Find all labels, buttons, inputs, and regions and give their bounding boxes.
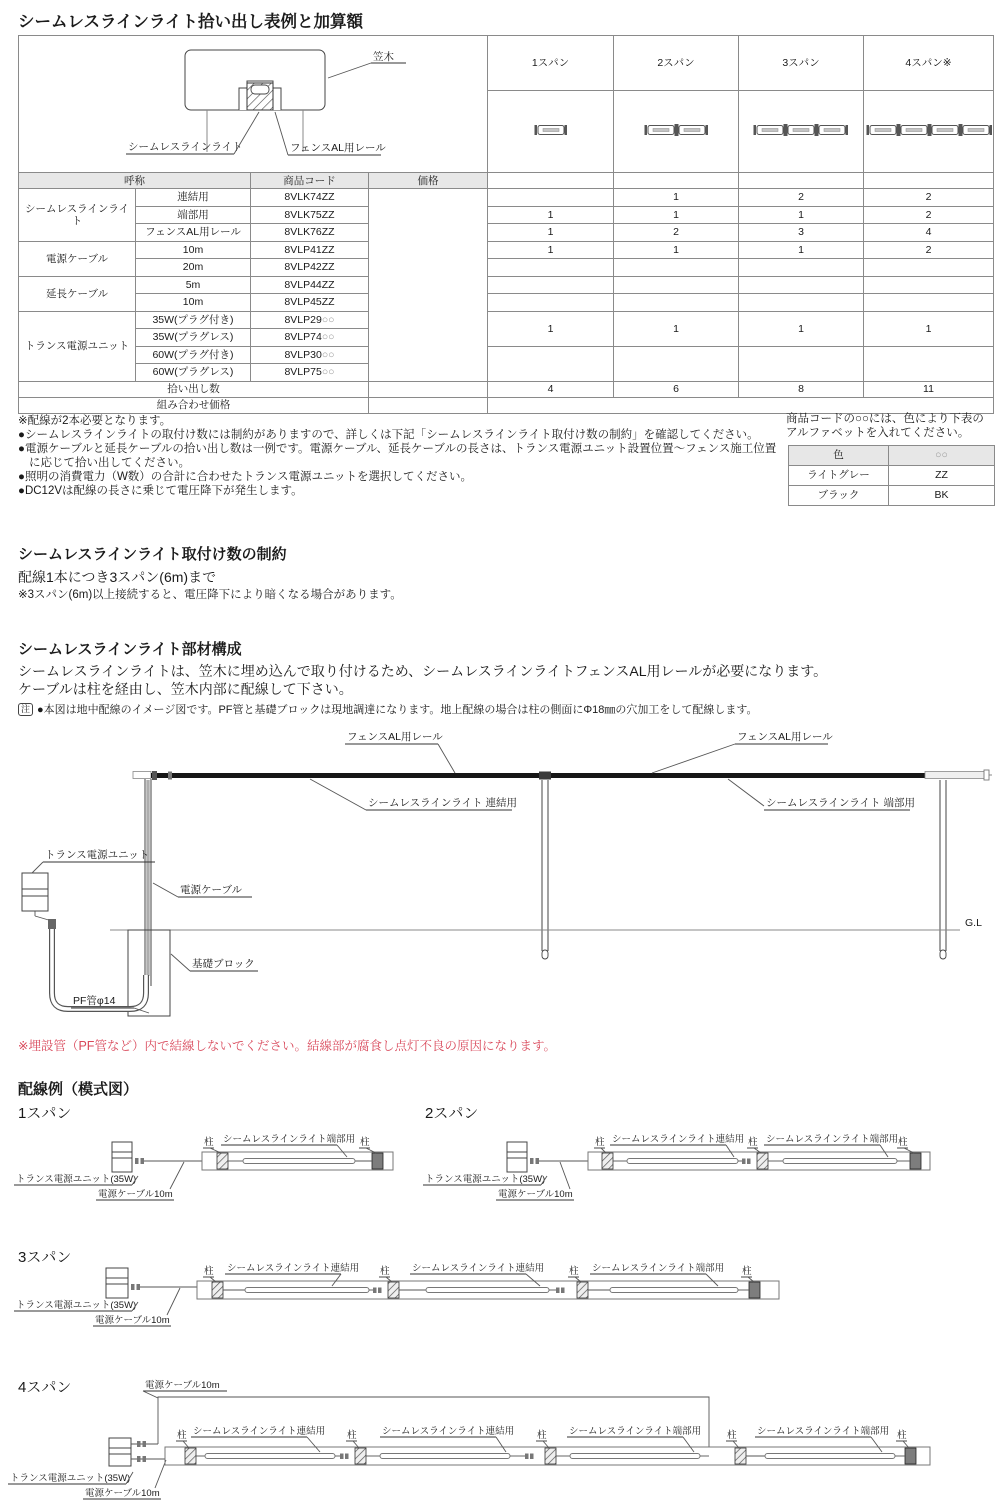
qty-cell: 1 [739, 311, 864, 346]
note-line: ●照明の消費電力（W数）の合計に合わせたトランス電源ユニットを選択してください。 [18, 471, 472, 483]
post-label: 柱 [727, 1430, 737, 1441]
qty-cell: 1 [488, 224, 614, 242]
wiring-title-1span: 1スパン [18, 1105, 72, 1122]
wiring-title-3span: 3スパン [18, 1249, 72, 1266]
cross-section-diagram [21, 36, 488, 169]
qty-cell: 2 [864, 189, 994, 207]
col-header-name: 呼称 [19, 173, 251, 189]
link-light-label: シームレスラインライト連結用 [193, 1426, 326, 1437]
post-label: 柱 [204, 1137, 214, 1148]
empty-cell [614, 173, 739, 189]
color-note-line2: アルファベットを入れてください。 [786, 427, 970, 439]
sub-label: 端部用 [136, 206, 251, 224]
empty-cell [864, 173, 994, 189]
qty-cell [488, 294, 614, 312]
transformer-label: トランス電源ユニット(35W) [16, 1300, 137, 1311]
link-light-label: シームレスラインライト 連結用 [368, 797, 517, 809]
col-header-price: 価格 [369, 173, 488, 189]
combo-price-label: 組み合わせ価格 [19, 397, 369, 413]
restriction-line2: ※3スパン(6m)以上接続すると、電圧降下により暗くなる場合があります。 [18, 589, 402, 601]
qty-cell [488, 276, 614, 294]
transformer-label: トランス電源ユニット(35W) [16, 1174, 137, 1185]
qty-cell: 1 [614, 241, 739, 259]
note-line: ●電源ケーブルと延長ケーブルの拾い出し数は一例です。電源ケーブル、延長ケーブルの長さは、トランス電源ユニット設置位置～フェンス施工位置に応じて拾い出してください。 [18, 443, 777, 469]
sub-label: 60W(プラグ付き) [136, 346, 251, 364]
color-code-note [786, 412, 1000, 440]
color-table [788, 445, 995, 506]
post-label: 柱 [537, 1430, 547, 1441]
qty-total: 11 [864, 381, 994, 397]
rail-label-2: フェンスAL用レール [737, 731, 833, 743]
qty-cell [864, 346, 994, 381]
pf-warning-text: ※埋設管（PF管など）内で結線しないでください。結線部が腐食し点灯不良の原因になります。 [18, 1039, 556, 1053]
sub-label: 10m [136, 241, 251, 259]
code-cell: 8VLP30○○ [251, 346, 369, 364]
post-label: 柱 [569, 1266, 579, 1277]
code-cell: 8VLP29○○ [251, 311, 369, 329]
foundation-label: 基礎ブロック [192, 958, 255, 970]
installation-diagram [0, 723, 1000, 1033]
sub-label: 35W(プラグ付き) [136, 311, 251, 329]
cable-label-bottom: 電源ケーブル10m [85, 1488, 160, 1499]
qty-cell [739, 259, 864, 277]
post-label: 柱 [360, 1137, 370, 1148]
restriction-heading: シームレスラインライト取付け数の制約 [18, 546, 287, 563]
sub-label: 10m [136, 294, 251, 312]
code-cell: 8VLK76ZZ [251, 224, 369, 242]
post-label: 柱 [897, 1430, 907, 1441]
sub-label: 20m [136, 259, 251, 277]
group-label: シームレスラインライト [19, 189, 136, 242]
code-cell: 8VLK75ZZ [251, 206, 369, 224]
end-light-label: シームレスラインライト 端部用 [766, 797, 915, 809]
cable-label: 電源ケーブル10m [498, 1189, 573, 1200]
code-cell: 8VLP45ZZ [251, 294, 369, 312]
cable-label: 電源ケーブル10m [98, 1189, 173, 1200]
qty-cell: 3 [739, 224, 864, 242]
span-icon-2 [614, 91, 739, 173]
end-light-label: シームレスラインライト端部用 [223, 1134, 356, 1145]
composition-heading: シームレスラインライト部材構成 [18, 641, 242, 658]
link-light-label: シームレスラインライト連結用 [382, 1426, 515, 1437]
span-header-1: 1スパン [488, 36, 614, 91]
color-name: ライトグレー [789, 466, 889, 486]
post-label: 柱 [742, 1266, 752, 1277]
code-cell: 8VLP75○○ [251, 364, 369, 382]
empty-cell [488, 173, 614, 189]
pf-pipe-label: PF管φ14 [73, 995, 116, 1007]
span-header-4: 4スパン※ [864, 36, 994, 91]
qty-cell: 1 [488, 241, 614, 259]
end-light-label: シームレスラインライト端部用 [592, 1263, 725, 1274]
qty-cell: 1 [614, 189, 739, 207]
qty-total: 6 [614, 381, 739, 397]
kasagi-label: 笠木 [373, 51, 394, 63]
post-label: 柱 [177, 1430, 187, 1441]
code-cell: 8VLP42ZZ [251, 259, 369, 277]
wiring-title-4span: 4スパン [18, 1379, 72, 1396]
qty-cell: 1 [614, 206, 739, 224]
post-label: 柱 [595, 1137, 605, 1148]
sub-label: 35W(プラグレス) [136, 329, 251, 347]
span-icon-4 [864, 91, 994, 173]
cross-section-cell [19, 36, 488, 173]
link-light-label: シームレスラインライト連結用 [612, 1134, 745, 1145]
light-label: シームレスラインライト [128, 141, 243, 153]
pickup-table [18, 35, 994, 414]
qty-cell: 1 [488, 311, 614, 346]
qty-cell: 1 [739, 206, 864, 224]
qty-cell [864, 259, 994, 277]
sub-label: 60W(プラグレス) [136, 364, 251, 382]
color-code: ZZ [889, 466, 995, 486]
qty-cell: 2 [614, 224, 739, 242]
cable-label: 電源ケーブル10m [95, 1315, 170, 1326]
post-label: 柱 [204, 1266, 214, 1277]
qty-cell: 2 [864, 206, 994, 224]
code-cell: 8VLP74○○ [251, 329, 369, 347]
rail-label-1: フェンスAL用レール [347, 731, 443, 743]
qty-cell: 2 [739, 189, 864, 207]
wiring-diagram-3span [0, 1240, 1000, 1340]
post-label: 柱 [380, 1266, 390, 1277]
qty-cell [614, 259, 739, 277]
group-label: 延長ケーブル [19, 276, 136, 311]
rail-label: フェンスAL用レール [290, 142, 386, 154]
wiring-diagram-1-2span [0, 1098, 1000, 1212]
gl-label: G.L [965, 917, 982, 929]
span-icon-1 [488, 91, 614, 173]
power-cable-label: 電源ケーブル [180, 884, 243, 896]
restriction-line1: 配線1本につき3スパン(6m)まで [18, 569, 217, 585]
note-line: ※配線が2本必要となります。 [18, 415, 172, 427]
qty-cell [614, 346, 739, 381]
qty-cell [488, 346, 614, 381]
code-cell: 8VLP41ZZ [251, 241, 369, 259]
sub-label: 連結用 [136, 189, 251, 207]
post-label: 柱 [347, 1430, 357, 1441]
transformer-label: トランス電源ユニット(35W) [425, 1174, 546, 1185]
wiring-diagram-4span [0, 1368, 1000, 1510]
qty-cell [739, 276, 864, 294]
end-light-label: シームレスラインライト端部用 [569, 1426, 702, 1437]
col-header-code: 商品コード [251, 173, 369, 189]
sub-label: 5m [136, 276, 251, 294]
qty-cell [739, 346, 864, 381]
qty-total: 4 [488, 381, 614, 397]
cable-label-top: 電源ケーブル10m [145, 1380, 220, 1391]
note-badge-icon: 注 [18, 703, 33, 716]
qty-cell: 1 [488, 206, 614, 224]
qty-total: 8 [739, 381, 864, 397]
pickup-count-label: 拾い出し数 [19, 381, 369, 397]
span-header-3: 3スパン [739, 36, 864, 91]
span-icon-3 [739, 91, 864, 173]
transformer-label: トランス電源ユニット [45, 849, 150, 861]
qty-cell: 1 [739, 241, 864, 259]
page-title: シームレスラインライト拾い出し表例と加算額 [18, 13, 364, 31]
color-code: BK [889, 486, 995, 506]
qty-cell: 2 [864, 241, 994, 259]
link-light-label: シームレスラインライト連結用 [412, 1263, 545, 1274]
qty-cell: 1 [864, 311, 994, 346]
group-label: トランス電源ユニット [19, 311, 136, 381]
code-cell: 8VLP44ZZ [251, 276, 369, 294]
color-note-line1: 商品コードの○○には、色により下表の [786, 413, 984, 425]
composition-line1: シームレスラインライトは、笠木に埋め込んで取り付けるため、シームレスラインライトフェンスAL用レールが必要になります。 [18, 663, 828, 679]
end-light-label: シームレスラインライト端部用 [766, 1134, 899, 1145]
qty-cell: 1 [614, 311, 739, 346]
span-header-2: 2スパン [614, 36, 739, 91]
note-line: ●DC12Vは配線の長さに乗じて電圧降下が発生します。 [18, 485, 303, 497]
qty-cell [864, 294, 994, 312]
code-col-header: ○○ [889, 446, 995, 466]
code-cell: 8VLK74ZZ [251, 189, 369, 207]
color-col-header: 色 [789, 446, 889, 466]
post-label: 柱 [748, 1137, 758, 1148]
qty-cell [864, 276, 994, 294]
transformer-label: トランス電源ユニット(35W) [10, 1473, 131, 1484]
note-line: ●シームレスラインライトの取付け数には制約がありますので、詳しくは下記「シームレスラインライト取付け数の制約」を確認してください。 [18, 429, 759, 441]
color-name: ブラック [789, 486, 889, 506]
post-label: 柱 [898, 1137, 908, 1148]
qty-cell: 4 [864, 224, 994, 242]
qty-cell [488, 259, 614, 277]
end-light-label: シームレスラインライト端部用 [757, 1426, 890, 1437]
price-cell [369, 381, 488, 397]
qty-cell [739, 294, 864, 312]
qty-cell [488, 189, 614, 207]
wiring-heading: 配線例（模式図） [18, 1081, 139, 1098]
combo-price-cell [488, 397, 994, 413]
link-light-label: シームレスラインライト連結用 [227, 1263, 360, 1274]
empty-cell [739, 173, 864, 189]
group-label: 電源ケーブル [19, 241, 136, 276]
composition-note: 注 ●本図は地中配線のイメージ図です。PF管と基礎ブロックは現地調達になります。地上配線の場合は柱の側面にΦ18㎜の穴加工をして配線します。 [18, 701, 758, 717]
wiring-title-2span: 2スパン [425, 1105, 479, 1122]
sub-label: フェンスAL用レール [136, 224, 251, 242]
price-cell [369, 189, 488, 382]
qty-cell [614, 276, 739, 294]
price-cell [369, 397, 488, 413]
qty-cell [614, 294, 739, 312]
table-notes [18, 414, 784, 498]
composition-line2: ケーブルは柱を経由し、笠木内部に配線して下さい。 [18, 681, 353, 697]
